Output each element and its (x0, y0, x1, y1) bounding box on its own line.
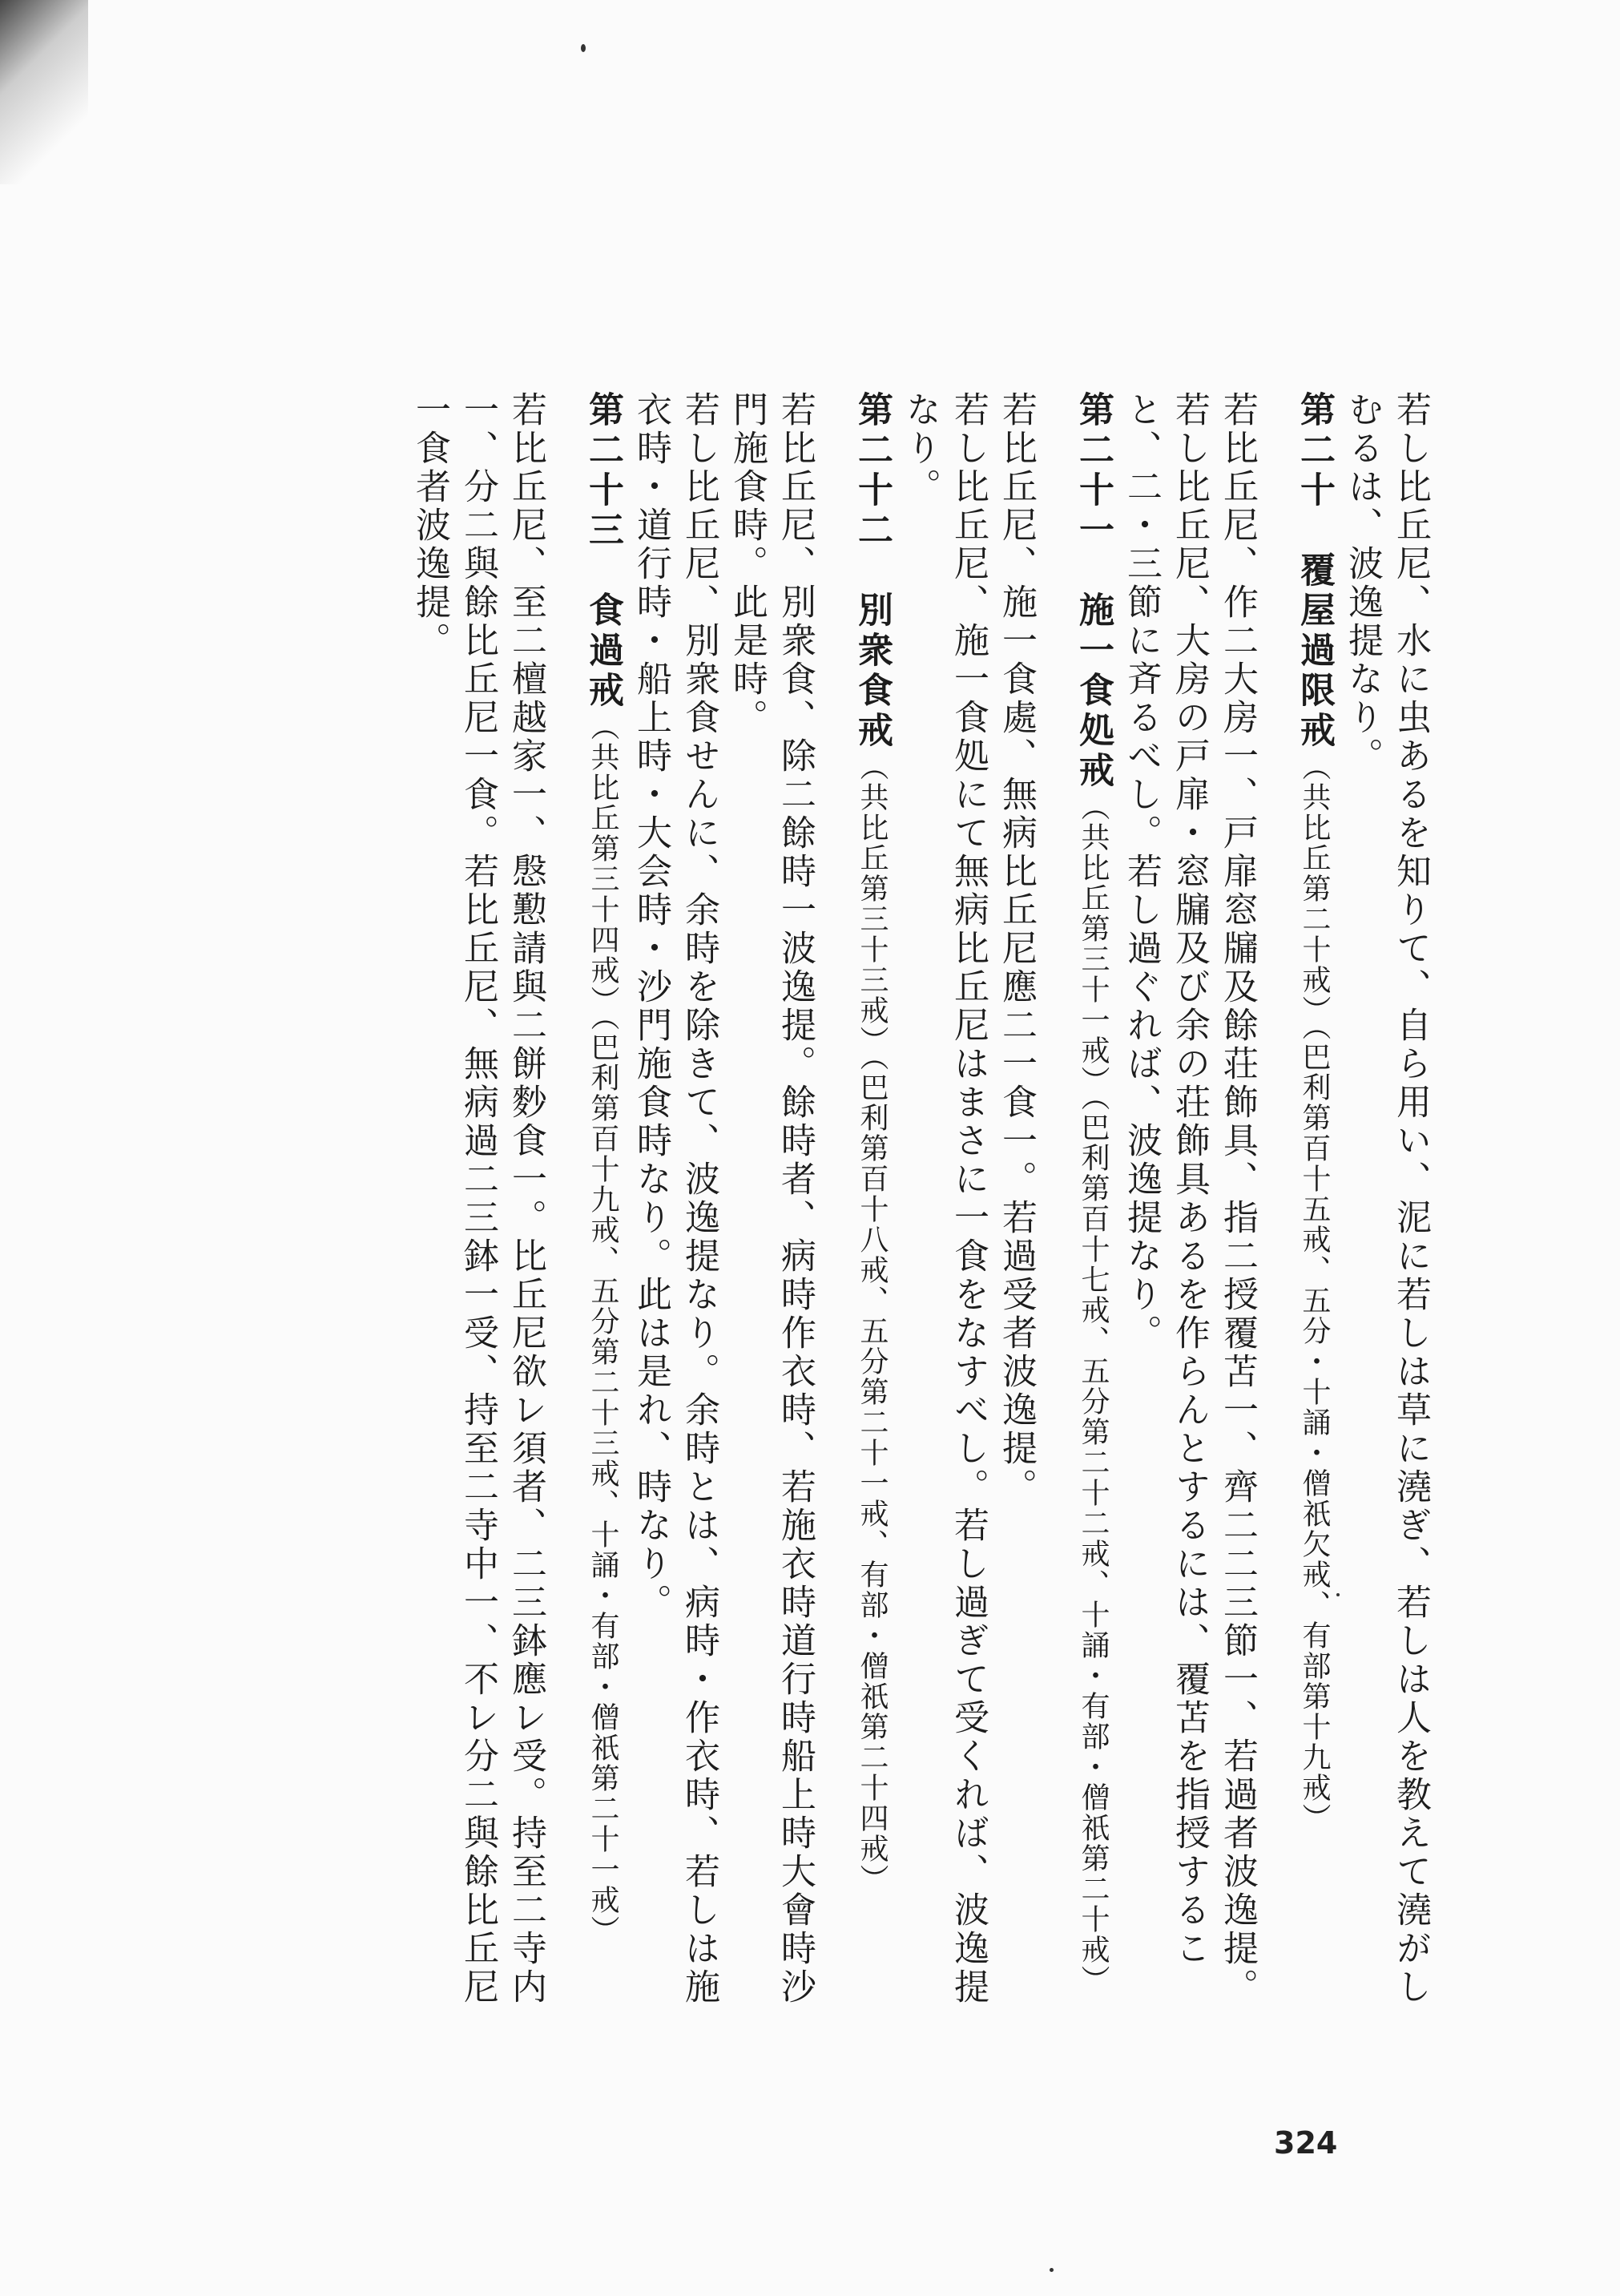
rule-title: 第二十三 食過戒 (582, 391, 623, 712)
rule-title: 第二十一 施一食処戒 (1073, 391, 1114, 792)
paragraph: 若比丘尼、施一食處、無病比丘尼應二一食一。若過受者波逸提。 (996, 391, 1037, 1507)
rule-heading-22 (848, 391, 896, 2018)
rule-note: （共比丘第三十四戒）（巴利第百十九戒、五分第二十三戒、十誦・有部・僧祇第二十一戒） (586, 712, 619, 1946)
rule-title: 第二十 覆屋過限戒 (1294, 391, 1335, 752)
paragraph: 若し比丘尼、水に虫あるを知りて、自ら用い、泥に若しは草に澆ぎ、若しは人を教えて澆がしむるは、波逸提なり。 (1342, 391, 1431, 2007)
paragraph: 若し比丘尼、別衆食せんに、余時を除きて、波逸提なり。余時とは、病時・作衣時、若しは施衣時・道行時・船上時・大会時・沙門施食時なり。此は是れ、時なり。 (631, 391, 719, 2007)
rule-heading-23 (578, 391, 627, 2018)
paragraph: 若し比丘尼、大房の戸扉・窓牖及び余の荘飾具あるを作らんとするには、覆苫を指授すること、二・三節に斉るべし。若し過ぐれば、波逸提なり。 (1121, 391, 1210, 1968)
rule-heading-20 (1290, 391, 1338, 2018)
rule-note: （共比丘第二十戒）（巴利第百十五戒、五分・十誦・僧祇欠戒、有部第十九戒） (1298, 752, 1331, 1834)
scan-shadow (0, 0, 88, 184)
rule-note: （共比丘第三十三戒）（巴利第百十八戒、五分第二十一戒、有部・僧祇第二十四戒） (856, 752, 889, 1895)
scan-speck (1050, 2268, 1054, 2272)
paragraph: 若比丘尼、至二檀越家一、慇懃請與二餅麨食一。比丘尼欲レ須者、二三鉢應レ受。持至二寺内一、分二與餘比丘尼一食。若比丘尼、無病過二三鉢一受、持至二寺中一、不レ分二與餘比丘尼一食者波逸提。 (409, 391, 546, 2007)
paragraph: 若し比丘尼、施一食処にて無病比丘尼はまさに一食をなすべし。若し過ぎて受くれば、波逸提なり。 (900, 391, 989, 2007)
paragraph: 若比丘尼、作二大房一、戸扉窓牖及餘荘飾具、指二授覆苫一、齊二二三節一、若過者波逸提。 (1217, 391, 1258, 2007)
page-number: 324 (1274, 2125, 1338, 2161)
scan-speck (581, 44, 586, 52)
vertical-text-body (176, 391, 1434, 2018)
paragraph: 若比丘尼、別衆食、除二餘時一波逸提。餘時者、病時作衣時、若施衣時道行時船上時大會時沙門施食時。此是時。 (727, 391, 816, 2007)
rule-heading-21 (1069, 391, 1117, 2018)
rule-note: （共比丘第三十一戒）（巴利第百十七戒、五分第二十二戒、十誦・有部・僧祇第二十戒） (1077, 792, 1110, 1995)
rule-title: 第二十二 別衆食戒 (852, 391, 893, 752)
